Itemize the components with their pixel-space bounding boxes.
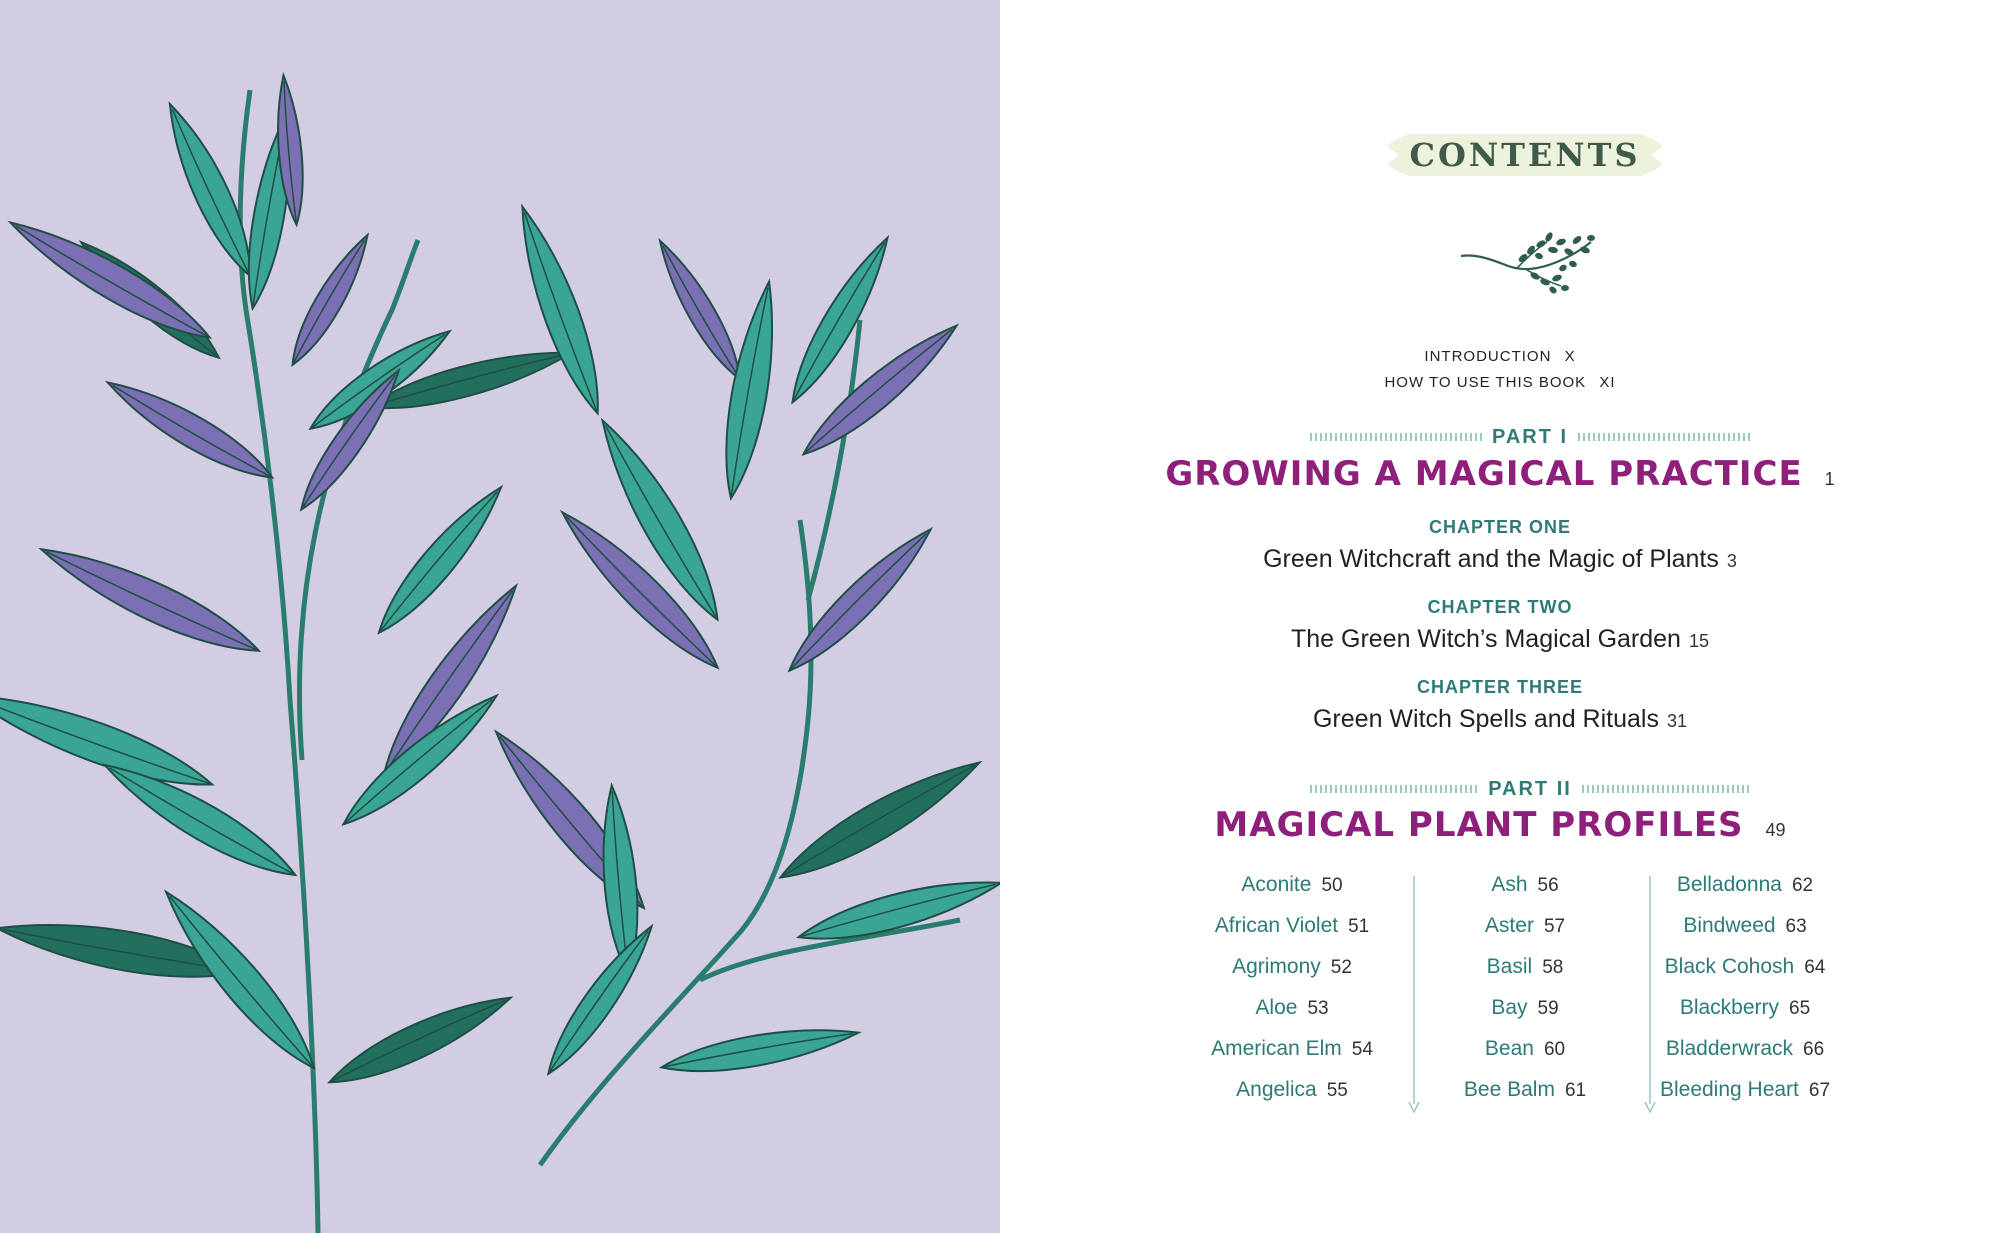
plant-name: Bean [1484,1037,1534,1060]
dotted-rule [1310,433,1482,441]
chapter-one-title[interactable] [1000,545,2000,574]
chapter-one-label: CHAPTER ONE [1428,517,1571,537]
plant-column-2 [1405,871,1645,1117]
chapter-page-number: 31 [1666,711,1687,731]
part-page-number: 49 [1765,820,1786,840]
plant-entry[interactable] [1405,994,1645,1035]
part-title-text: MAGICAL PLANT PROFILES [1214,805,1744,845]
plant-page: 63 [1785,916,1807,937]
dotted-rule [1310,785,1478,793]
chapter-title-text: Green Witchcraft and the Magic of Plants [1263,545,1719,573]
plant-column-3 [1625,871,1865,1117]
plant-entry[interactable] [1172,871,1412,912]
plant-entry[interactable] [1625,871,1865,912]
part-one-title[interactable] [1000,454,2000,494]
plant-name: Aster [1484,914,1534,937]
plant-name: Belladonna [1676,873,1782,896]
plant-page: 55 [1326,1080,1348,1101]
contents-title: CONTENTS [1409,136,1641,174]
plant-entry[interactable] [1625,994,1865,1035]
leaf [100,369,280,491]
plant-entry[interactable] [1172,912,1412,953]
plant-page: 58 [1542,957,1564,978]
plant-name: Bee Balm [1463,1078,1555,1101]
leaf [537,918,664,1082]
front-matter-how-to-use[interactable] [1000,370,2000,396]
part-title-text: GROWING A MAGICAL PRACTICE [1165,454,1803,494]
front-matter-page: X [1564,348,1576,365]
plant-name: Aloe [1255,996,1298,1019]
plant-entry[interactable] [1405,912,1645,953]
front-matter-page: XI [1599,374,1616,391]
part-label-text: PART I [1491,425,1569,448]
plant-name: Bindweed [1683,914,1776,937]
plant-entry[interactable] [1172,994,1412,1035]
chapter-page-number: 3 [1726,551,1737,571]
plant-page: 51 [1348,916,1370,937]
plant-name: Blackberry [1679,996,1780,1019]
contents-page [1000,0,2000,1233]
part-two-label [1300,776,1760,802]
plant-entry[interactable] [1405,871,1645,912]
leaf [96,749,305,890]
part-page-number: 1 [1824,469,1835,489]
plant-page: 52 [1330,957,1352,978]
part-label-text: PART II [1488,777,1572,800]
plant-page: 66 [1803,1039,1825,1060]
plant-page: 60 [1543,1039,1566,1060]
plant-name: African Violet [1214,914,1339,937]
plant-page: 62 [1791,875,1814,896]
plant-entry[interactable] [1405,1035,1645,1076]
plant-name: American Elm [1211,1037,1342,1060]
leaf [794,867,1000,953]
leaf [281,229,378,372]
plant-name: Basil [1486,955,1533,978]
herb-sprig-icon [1457,228,1597,305]
plant-entry[interactable] [1405,953,1645,994]
contents-banner [1385,126,1665,184]
plant-page: 56 [1537,875,1559,896]
leaf [714,279,786,502]
leaf [322,983,517,1097]
plant-name: Angelica [1236,1078,1317,1101]
front-matter-list [1000,344,2000,396]
leaf [0,677,219,803]
plant-entry[interactable] [1405,1076,1645,1117]
leaf [659,1018,861,1082]
chapter-three-label: CHAPTER THREE [1416,677,1583,697]
plant-entry[interactable] [1625,912,1865,953]
plant-page: 65 [1789,998,1811,1019]
dotted-rule [1582,785,1750,793]
leaf [152,880,329,1080]
plant-page: 67 [1808,1080,1831,1101]
plant-name: Ash [1491,873,1528,896]
plant-entry[interactable] [1172,953,1412,994]
chapter-title-text: Green Witch Spells and Rituals [1312,705,1659,733]
chapter-three-title[interactable] [1000,705,2000,734]
leaf [33,532,266,667]
chapter-title-text: The Green Witch’s Magical Garden [1290,625,1681,653]
plant-page: 53 [1307,998,1329,1019]
leaf [506,201,614,420]
plant-column-1 [1172,871,1412,1117]
plant-name: Bleeding Heart [1659,1078,1799,1101]
plant-entry[interactable] [1172,1076,1412,1117]
front-matter-introduction[interactable] [1000,344,2000,370]
dotted-rule [1578,433,1750,441]
plant-entry[interactable] [1625,953,1865,994]
plant-entry[interactable] [1625,1076,1865,1117]
chapter-page-number: 15 [1688,631,1709,651]
chapter-two-label: CHAPTER TWO [1427,597,1573,617]
plant-name: Bladderwrack [1665,1037,1794,1060]
part-two-title[interactable] [1000,805,2000,845]
plant-page: 50 [1321,875,1343,896]
plant-page: 64 [1804,957,1826,978]
plant-name: Black Cohosh [1664,955,1795,978]
plant-page: 59 [1537,998,1559,1019]
plant-name: Agrimony [1232,955,1321,978]
plant-page: 54 [1351,1039,1373,1060]
leaf [649,234,751,385]
plant-name: Aconite [1241,873,1312,896]
front-matter-label: INTRODUCTION [1424,348,1552,365]
plant-entry[interactable] [1625,1035,1865,1076]
plant-page: 57 [1543,916,1566,937]
leaf [2,208,218,353]
front-matter-label: HOW TO USE THIS BOOK [1384,374,1587,391]
plant-name: Bay [1491,996,1528,1019]
chapter-two-title[interactable] [1000,625,2000,654]
plant-page: 61 [1564,1080,1587,1101]
plant-entry[interactable] [1172,1035,1412,1076]
part-one-label [1300,424,1760,450]
